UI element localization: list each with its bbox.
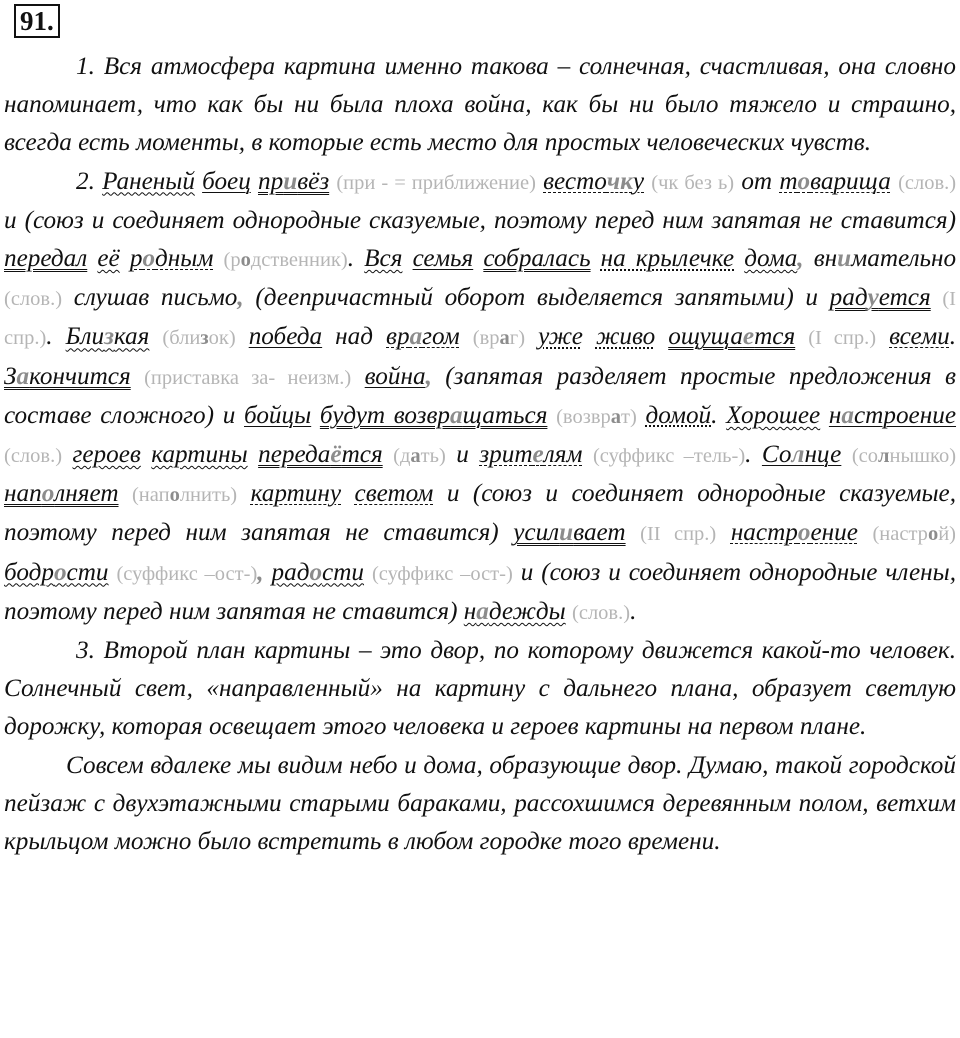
word-predicate: привёз [258,167,330,195]
word-predicate: будут возвращаться [319,401,548,429]
word-predicate: передал [4,245,88,273]
word-attribute: героев [72,441,141,469]
word-attribute: Хорошее [726,401,821,429]
word-subject: бойцы [244,401,312,429]
note: (слов.) [572,601,631,624]
word-attribute: радости [271,558,365,586]
word-subject: война [364,362,426,390]
word-predicate: наполняет [4,480,119,508]
word-attribute: бодрости [4,558,109,586]
paragraph-2: 2. Раненый боец привёз (при - = приближение) весточку (чк без ь) от товарища (слов.) и (союз и соединяет однородные сказуемые, поэтому перед ним запятая не ставится) передал её родным (родственник). Вся семья собралась на крылечке дома, внимательно (слов.) слушав письмо, (деепричастный оборот выделяется запятыми) и радуется (I спр.). Близкая (близок) победа над врагом (враг) уже живо ощущается (I спр.) всеми. Закончится (приставка за- неизм.) война, (запятая разделяет простые предложения в составе сложного) и бойцы будут возвращаться (возврат) домой. Хорошее настроение (слов.) героев картины передаётся (дать) и зрителям (суффикс –тель-). Солнце (солнышко) наполняет (наполнить) картину светом и (союз и соединяет однородные сказуемые, поэтому перед ним запятая не ставится) усиливает (II спр.) настроение (настрой) бодрости (суффикс –ост-), радости (суффикс –ост-) и (союз и соединяет однородные члены, поэтому перед ним запятая не ставится) надежды (слов.). [4,167,957,625]
note: (при - = приближение) [336,171,536,194]
word-subject: настроение [828,401,957,429]
note: (II спр.) [640,523,717,546]
word-attribute: её [97,245,120,273]
word-predicate: передаётся [258,441,383,469]
word-object: товарища [779,167,891,195]
word-predicate: собралась [483,245,591,273]
word-adverbial: уже [538,323,583,351]
word-object: всеми [889,323,950,351]
note: (враг) [472,327,526,350]
word-attribute: Близкая [65,323,150,351]
note: (суффикс –ост-) [116,562,258,585]
word-predicate: усиливает [513,519,626,547]
word-object: картину [250,480,342,508]
note: (близок) [162,327,236,350]
word-subject: Солнце [761,441,842,469]
note: (I спр.) [808,327,877,350]
note: (приставка за- неизм.) [144,366,352,389]
exercise-number: 91. [14,4,60,38]
word-attribute: дома [744,245,798,273]
exercise-body [4,48,956,861]
note: (чк без ь) [651,171,735,194]
word-adjective: Раненый [102,167,195,195]
note: (слов.) [4,288,63,311]
word-attribute: Вся [364,245,403,273]
note: (возврат) [556,405,637,428]
word-adverbial: живо [595,323,656,351]
note: (суффикс –тель-) [592,445,746,468]
word-predicate: ощущается [668,323,796,351]
word-object: родным [129,245,214,273]
paragraph-3: 3. Второй план картины – это двор, по которому движется какой-то человек. Солнечный свет, «направленный» на картину с дальнего плана, образует светлую дорожку, которая освещает этого человека и героев картины на первом плане. [4,637,956,741]
paragraph-4: Совсем вдалеке мы видим небо и дома, образующие двор. Думаю, такой городской пейзаж с двухэтажными старыми бараками, рассохшимся деревянным полом, ветхим крыльцом можно было встретить в любом городке того времени. [4,751,956,856]
word-predicate: радуется [829,284,931,312]
note: (настрой) [872,523,956,546]
note: (суффикс –ост-) [371,562,513,585]
word-subject: семья [412,245,474,273]
note: (слов.) [4,445,63,468]
word-object: весточку [543,167,645,195]
note: (I спр.) [4,288,956,350]
word-attribute: надежды [463,597,566,625]
word-adverbial: домой [645,401,712,429]
word-object: врагом [386,323,460,351]
paragraph-1: 1. Вся атмосфера картина именно такова – солнечная, счастливая, она словно напоминает, что как бы ни была плоха война, как бы ни было тяжело и страшно, всегда есть моменты, в которые есть место для простых человеческих чувств. [4,53,956,157]
note: (родственник) [223,249,348,272]
note: (наполнить) [131,484,238,507]
word-object: светом [354,480,434,508]
word-predicate: Закончится [4,362,131,390]
word-subject: победа [248,323,323,351]
note: (дать) [393,445,446,468]
word-attribute: картины [151,441,248,469]
note: (солнышко) [851,445,957,468]
word-object: зрителям [479,441,583,469]
word-adverbial: на крылечке [600,245,735,273]
word-subject: боец [202,167,251,195]
note: (слов.) [898,171,957,194]
word-object: настроение [730,519,858,547]
